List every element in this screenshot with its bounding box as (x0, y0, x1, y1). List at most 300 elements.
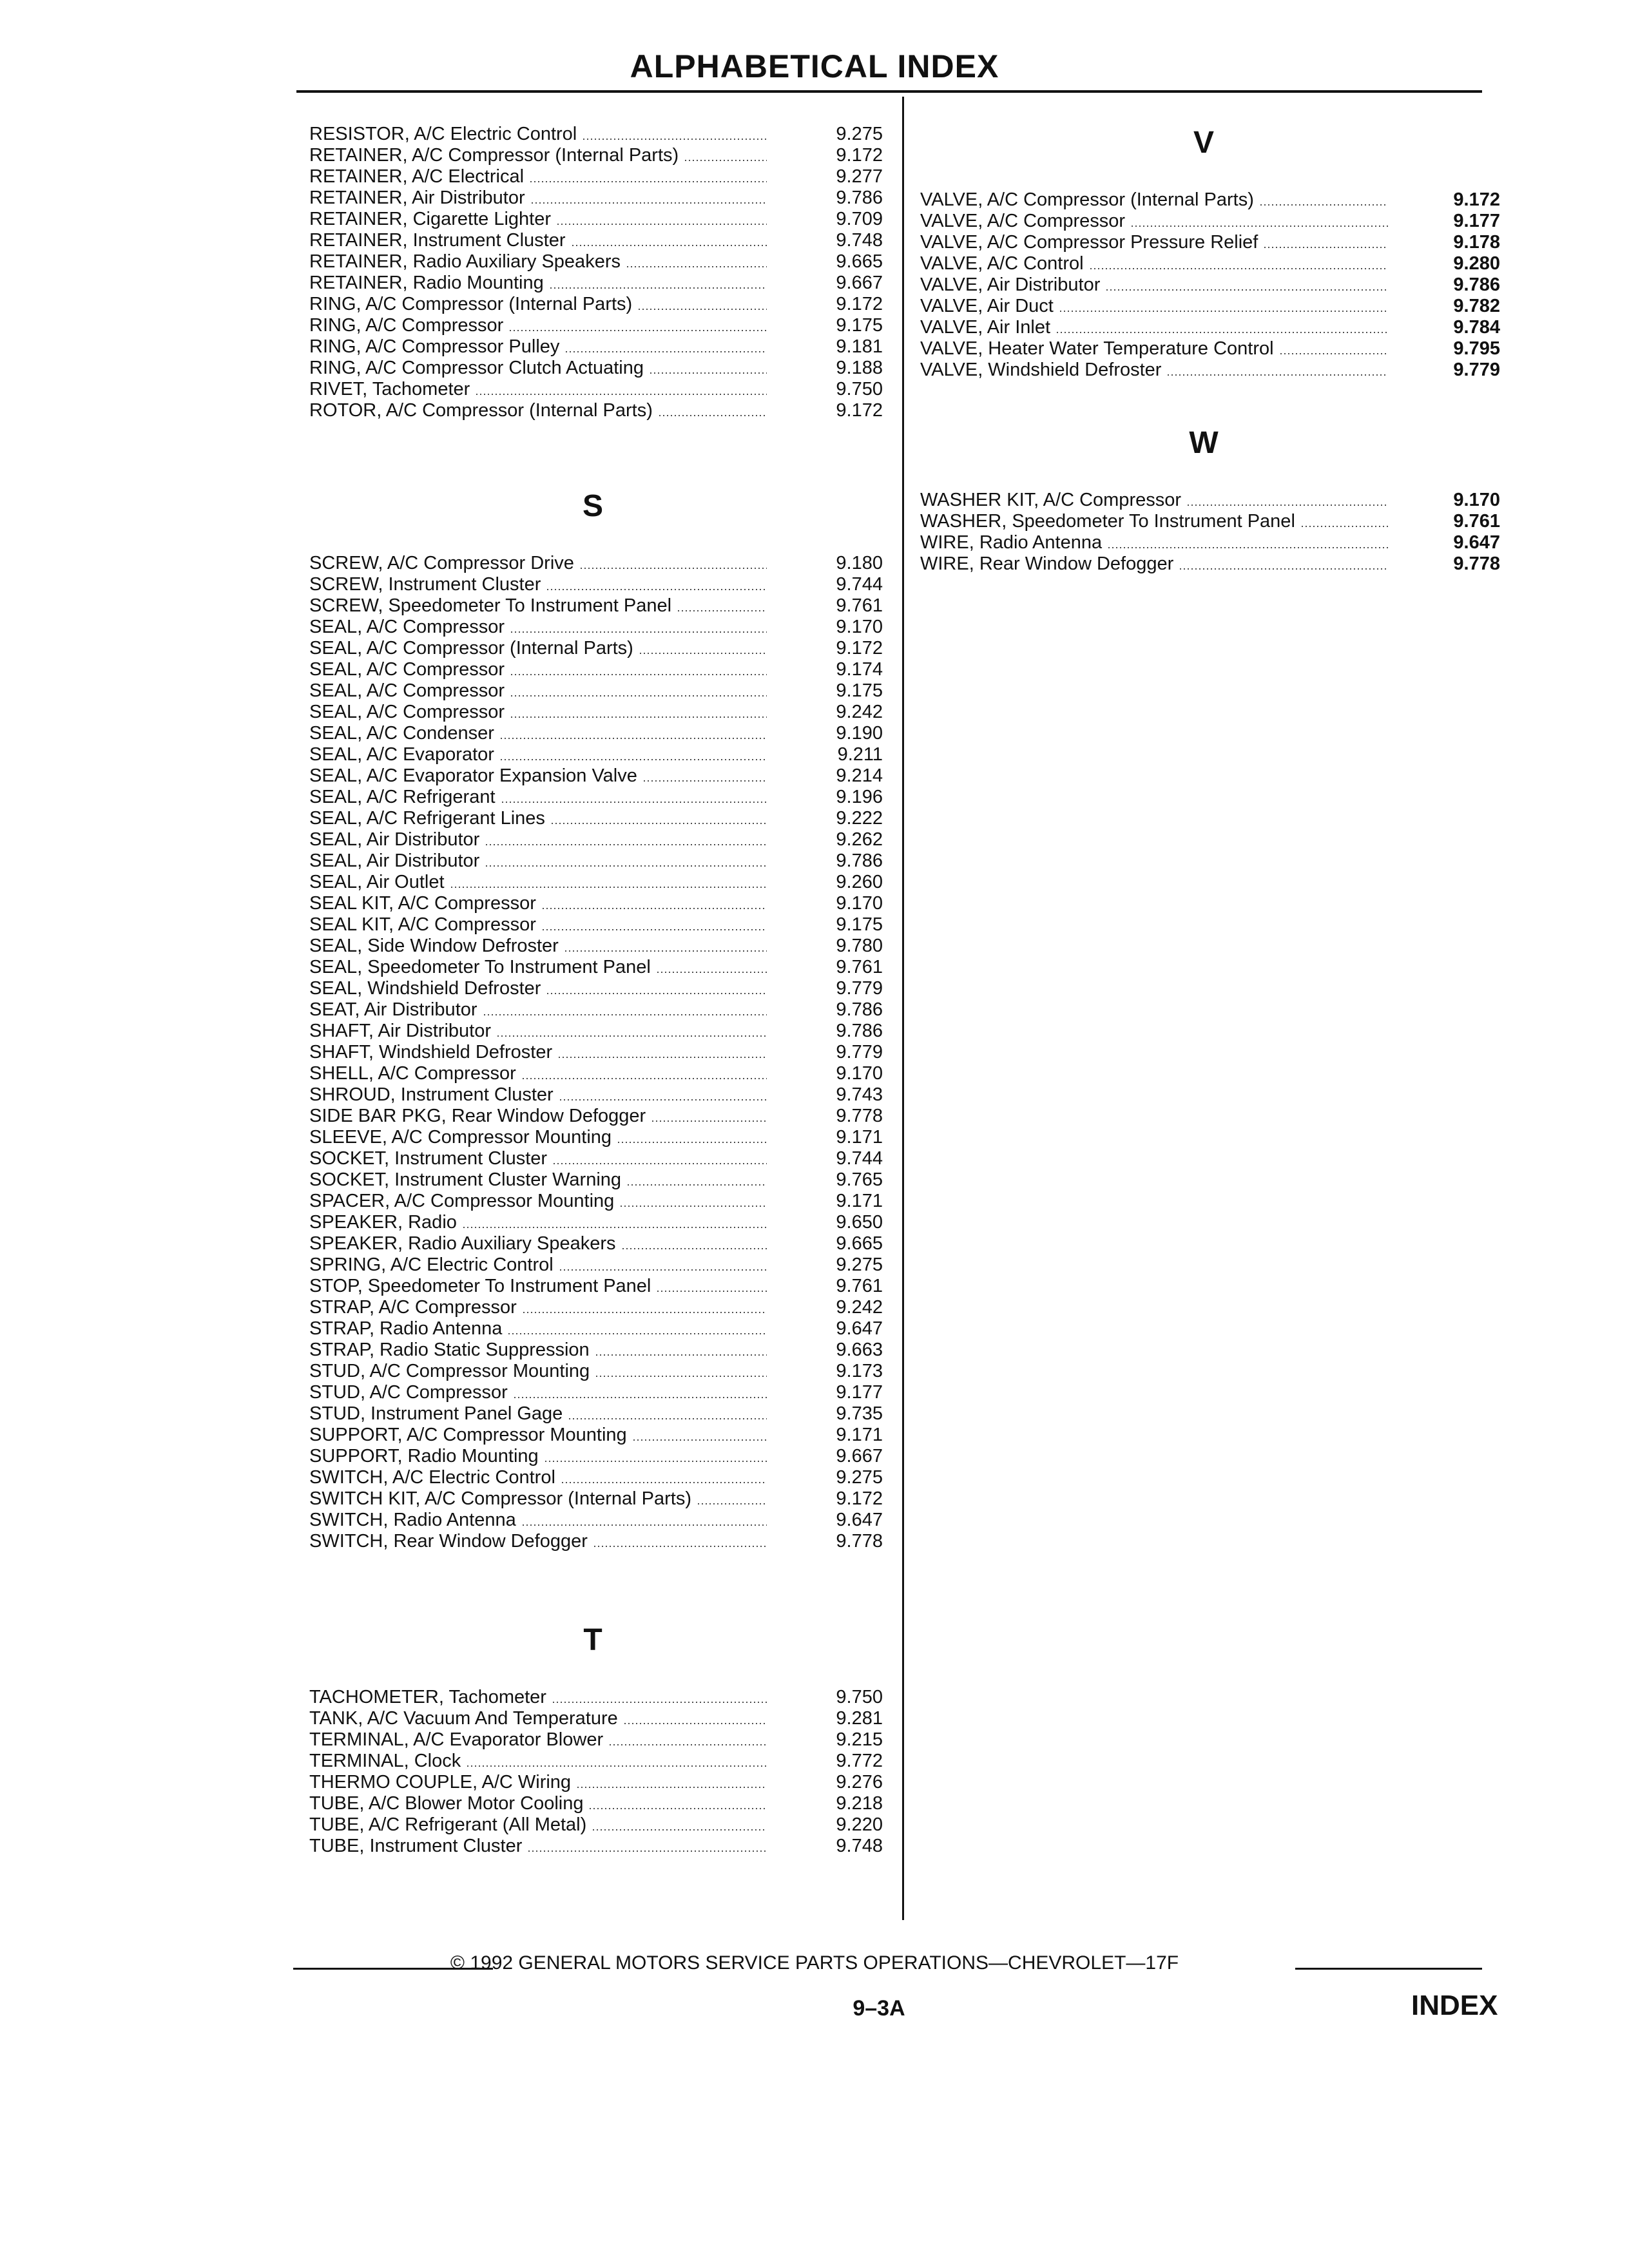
entry-page: 9.778 (1453, 553, 1500, 574)
entry-page: 9.744 (836, 1148, 883, 1169)
entry-page: 9.743 (836, 1084, 883, 1105)
index-entry (309, 1467, 889, 1488)
index-entry (309, 379, 889, 400)
dot-leader (642, 780, 767, 782)
dot-leader (513, 1397, 767, 1398)
entry-name: WASHER, Speedometer To Instrument Panel (920, 511, 1295, 532)
entry-page: 9.750 (836, 379, 883, 399)
index-entry (309, 400, 889, 421)
entry-page: 9.175 (836, 315, 883, 336)
entry-page: 9.218 (836, 1793, 883, 1814)
dot-leader (651, 1120, 767, 1122)
dot-leader (656, 972, 767, 973)
entry-page: 9.172 (1453, 189, 1500, 210)
section-letter: W (1189, 426, 1219, 460)
entry-name: SHAFT, Air Distributor (309, 1021, 491, 1041)
entry-page: 9.761 (1453, 511, 1500, 532)
entry-page: 9.779 (836, 1042, 883, 1062)
dot-leader (593, 1546, 767, 1547)
entry-name: SPEAKER, Radio Auxiliary Speakers (309, 1233, 616, 1254)
index-entry (309, 1751, 889, 1772)
entry-page: 9.220 (836, 1814, 883, 1835)
dot-leader (1263, 247, 1388, 248)
dot-leader (521, 1078, 767, 1079)
entry-page: 9.665 (836, 251, 883, 272)
entry-name: VALVE, A/C Compressor (920, 211, 1126, 231)
entry-page: 9.761 (836, 595, 883, 616)
entry-name: VALVE, A/C Compressor Pressure Relief (920, 232, 1258, 253)
entry-page: 9.663 (836, 1340, 883, 1360)
entry-page: 9.172 (836, 1488, 883, 1509)
entry-name: VALVE, Air Inlet (920, 317, 1051, 338)
entry-name: VALVE, A/C Control (920, 253, 1084, 274)
entry-name: SPACER, A/C Compressor Mounting (309, 1191, 615, 1211)
entry-name: TUBE, A/C Blower Motor Cooling (309, 1793, 584, 1814)
entry-name: RIVET, Tachometer (309, 379, 470, 399)
dot-leader (1055, 332, 1388, 333)
index-entry (309, 1212, 889, 1233)
dot-leader (579, 568, 767, 569)
entry-name: SEAL, A/C Compressor (309, 617, 505, 637)
index-entry (309, 1382, 889, 1403)
entry-page: 9.275 (836, 1254, 883, 1275)
dot-leader (466, 1765, 767, 1767)
dot-leader (1105, 289, 1388, 291)
entry-page: 9.650 (836, 1212, 883, 1233)
index-entry (309, 1687, 889, 1708)
entry-name: STRAP, A/C Compressor (309, 1297, 517, 1318)
dot-leader (639, 653, 767, 654)
index-entry (309, 1340, 889, 1361)
entry-name: SEAL KIT, A/C Compressor (309, 914, 536, 935)
index-entry (309, 936, 889, 957)
index-entry (920, 232, 1500, 253)
index-entry (920, 553, 1500, 575)
entry-name: SOCKET, Instrument Cluster Warning (309, 1169, 622, 1190)
entry-name: SUPPORT, Radio Mounting (309, 1446, 539, 1466)
entry-name: STOP, Speedometer To Instrument Panel (309, 1276, 651, 1296)
dot-leader (510, 716, 767, 718)
entry-name: SOCKET, Instrument Cluster (309, 1148, 548, 1169)
footer-page-number: 9–3A (853, 1996, 905, 2021)
entry-page: 9.177 (1453, 211, 1500, 231)
index-entry (309, 574, 889, 595)
dot-leader (1259, 204, 1388, 206)
index-entry (309, 1531, 889, 1552)
index-entry (309, 595, 889, 617)
entry-page: 9.190 (836, 723, 883, 744)
entry-name: SEAL, Side Window Defroster (309, 936, 559, 956)
index-entry (309, 124, 889, 145)
index-entry (309, 251, 889, 273)
entry-name: SEAL, A/C Compressor (309, 680, 505, 701)
entry-page: 9.171 (836, 1425, 883, 1445)
index-entry (309, 1191, 889, 1212)
dot-leader (510, 695, 767, 697)
index-entry (309, 1042, 889, 1063)
dot-leader (462, 1227, 767, 1228)
dot-leader (592, 1829, 767, 1831)
entry-name: RESISTOR, A/C Electric Control (309, 124, 577, 144)
column-divider (902, 97, 904, 1920)
entry-name: RETAINER, Radio Auxiliary Speakers (309, 251, 621, 272)
entry-page: 9.180 (836, 553, 883, 573)
index-entry (920, 490, 1500, 511)
dot-leader (619, 1206, 767, 1207)
dot-leader (623, 1723, 767, 1724)
index-entry (309, 999, 889, 1021)
index-entry (309, 145, 889, 166)
dot-leader (588, 1808, 767, 1809)
entry-page: 9.174 (836, 659, 883, 680)
index-entry (309, 744, 889, 765)
index-entry (309, 978, 889, 999)
entry-name: VALVE, A/C Compressor (Internal Parts) (920, 189, 1254, 210)
index-entry (309, 680, 889, 702)
dot-leader (544, 1461, 767, 1462)
entry-page: 9.262 (836, 829, 883, 850)
entry-page: 9.214 (836, 765, 883, 786)
entry-page: 9.665 (836, 1233, 883, 1254)
entry-name: SEAL KIT, A/C Compressor (309, 893, 536, 914)
dot-leader (649, 372, 767, 374)
entry-page: 9.744 (836, 574, 883, 595)
entry-name: VALVE, Air Distributor (920, 274, 1101, 295)
index-entry (309, 1276, 889, 1297)
entry-name: SPEAKER, Radio (309, 1212, 457, 1233)
entry-page: 9.772 (836, 1751, 883, 1771)
dot-leader (1186, 505, 1388, 506)
index-entry (920, 211, 1500, 232)
entry-name: TANK, A/C Vacuum And Temperature (309, 1708, 618, 1729)
entry-name: SHROUD, Instrument Cluster (309, 1084, 554, 1105)
index-entry (309, 1488, 889, 1510)
entry-page: 9.795 (1453, 338, 1500, 359)
entry-name: VALVE, Heater Water Temperature Control (920, 338, 1274, 359)
entry-page: 9.765 (836, 1169, 883, 1190)
entry-page: 9.177 (836, 1382, 883, 1403)
entry-page: 9.748 (836, 230, 883, 251)
entry-page: 9.170 (836, 617, 883, 637)
dot-leader (507, 1333, 767, 1334)
index-entry (920, 360, 1500, 381)
entry-name: SEAL, Air Distributor (309, 829, 480, 850)
dot-leader (496, 1035, 767, 1037)
entry-name: SEAL, Air Distributor (309, 850, 480, 871)
dot-leader (485, 865, 767, 867)
entry-name: TERMINAL, Clock (309, 1751, 461, 1771)
index-entry (309, 1403, 889, 1425)
index-entry (309, 273, 889, 294)
index-entry (309, 1063, 889, 1084)
dot-leader (552, 1702, 767, 1703)
entry-page: 9.277 (836, 166, 883, 187)
index-entry (309, 1318, 889, 1340)
entry-name: SWITCH, Rear Window Defogger (309, 1531, 588, 1552)
entry-page: 9.173 (836, 1361, 883, 1381)
entry-name: SHELL, A/C Compressor (309, 1063, 516, 1084)
entry-page: 9.786 (836, 999, 883, 1020)
entry-page: 9.172 (836, 294, 883, 314)
index-entry (309, 294, 889, 315)
entry-page: 9.779 (836, 978, 883, 999)
index-entry (309, 1169, 889, 1191)
dot-leader (499, 759, 767, 760)
entry-name: RING, A/C Compressor (Internal Parts) (309, 294, 633, 314)
entry-name: RING, A/C Compressor Pulley (309, 336, 560, 357)
dot-leader (626, 1184, 767, 1186)
dot-leader (626, 266, 767, 267)
index-entry (309, 1297, 889, 1318)
entry-page: 9.242 (836, 1297, 883, 1318)
entry-name: VALVE, Windshield Defroster (920, 360, 1162, 380)
entry-name: STUD, A/C Compressor Mounting (309, 1361, 590, 1381)
entry-name: RETAINER, Cigarette Lighter (309, 209, 551, 229)
entry-page: 9.242 (836, 702, 883, 722)
index-entry (920, 296, 1500, 317)
entry-page: 9.778 (836, 1106, 883, 1126)
entry-name: WIRE, Radio Antenna (920, 532, 1103, 553)
entry-name: SUPPORT, A/C Compressor Mounting (309, 1425, 627, 1445)
index-entry (920, 338, 1500, 360)
section-gap (309, 421, 889, 479)
index-entry (309, 829, 889, 850)
index-entry (309, 659, 889, 680)
index-entry (309, 553, 889, 574)
entry-page: 9.281 (836, 1708, 883, 1729)
index-entry (309, 1233, 889, 1254)
dot-leader (483, 1014, 767, 1015)
section-gap (309, 1552, 889, 1613)
dot-leader (658, 415, 767, 416)
dot-leader (677, 610, 767, 611)
dot-leader (576, 1787, 767, 1788)
entry-page: 9.780 (836, 936, 883, 956)
entry-name: SEAL, Speedometer To Instrument Panel (309, 957, 651, 977)
section-letter: T (583, 1623, 602, 1657)
index-entry (309, 914, 889, 936)
index-entry (309, 850, 889, 872)
entry-name: RETAINER, Air Distributor (309, 187, 525, 208)
dot-leader (529, 181, 767, 182)
dot-leader (564, 351, 767, 352)
index-entry (309, 1793, 889, 1814)
dot-leader (684, 160, 767, 161)
entry-page: 9.170 (1453, 490, 1500, 510)
dot-leader (450, 887, 767, 888)
dot-leader (522, 1312, 767, 1313)
dot-leader (632, 1439, 767, 1441)
index-entry (309, 336, 889, 358)
entry-name: RETAINER, A/C Electrical (309, 166, 525, 187)
index-entry (309, 808, 889, 829)
index-entry (309, 723, 889, 744)
entry-name: THERMO COUPLE, A/C Wiring (309, 1772, 572, 1792)
entry-page: 9.280 (1453, 253, 1500, 274)
entry-name: SEAL, A/C Refrigerant (309, 787, 496, 807)
entry-name: ROTOR, A/C Compressor (Internal Parts) (309, 400, 653, 421)
index-entry (309, 1106, 889, 1127)
dot-leader (1179, 568, 1388, 570)
entry-name: SCREW, Instrument Cluster (309, 574, 541, 595)
entry-page: 9.778 (836, 1531, 883, 1552)
dot-leader (501, 802, 767, 803)
index-entry (309, 1836, 889, 1857)
index-entry (309, 1084, 889, 1106)
entry-page: 9.750 (836, 1687, 883, 1707)
title-rule (296, 90, 1482, 93)
dot-leader (1059, 311, 1388, 312)
dot-leader (621, 1248, 767, 1249)
entry-name: SLEEVE, A/C Compressor Mounting (309, 1127, 612, 1148)
index-entry (309, 638, 889, 659)
entry-page: 9.709 (836, 209, 883, 229)
entry-name: STUD, Instrument Panel Gage (309, 1403, 563, 1424)
dot-leader (561, 1482, 767, 1483)
index-entry (309, 617, 889, 638)
dot-leader (1300, 526, 1388, 527)
dot-leader (530, 202, 767, 204)
entry-page: 9.275 (836, 124, 883, 144)
dot-leader (541, 908, 767, 909)
entry-page: 9.647 (836, 1510, 883, 1530)
entry-name: STUD, A/C Compressor (309, 1382, 508, 1403)
dot-leader (556, 224, 767, 225)
entry-name: RETAINER, A/C Compressor (Internal Parts) (309, 145, 679, 166)
entry-name: TACHOMETER, Tachometer (309, 1687, 546, 1707)
entry-page: 9.647 (1453, 532, 1500, 553)
entry-page: 9.761 (836, 1276, 883, 1296)
index-entry (309, 765, 889, 787)
index-entry (309, 1708, 889, 1729)
entry-name: SEAL, A/C Evaporator Expansion Valve (309, 765, 637, 786)
dot-leader (1130, 226, 1388, 227)
dot-leader (1107, 547, 1388, 548)
dot-leader (550, 823, 767, 824)
index-entry (309, 209, 889, 230)
footer-section-label: INDEX (1411, 1990, 1498, 2021)
entry-page: 9.735 (836, 1403, 883, 1424)
entry-name: VALVE, Air Duct (920, 296, 1054, 316)
dot-leader (697, 1503, 767, 1504)
index-entry (309, 872, 889, 893)
section-letter: S (582, 489, 603, 523)
entry-name: SWITCH, Radio Antenna (309, 1510, 516, 1530)
entry-page: 9.188 (836, 358, 883, 378)
dot-leader (521, 1524, 767, 1526)
index-entry (309, 1772, 889, 1793)
index-entry (309, 787, 889, 808)
entry-page: 9.175 (836, 680, 883, 701)
index-entry (309, 1510, 889, 1531)
dot-leader (546, 993, 767, 994)
index-entry (920, 274, 1500, 296)
dot-leader (485, 844, 767, 845)
entry-name: SEAL, A/C Evaporator (309, 744, 494, 765)
dot-leader (559, 1099, 767, 1100)
entry-page: 9.761 (836, 957, 883, 977)
entry-name: SCREW, A/C Compressor Drive (309, 553, 574, 573)
entry-name: TUBE, Instrument Cluster (309, 1836, 523, 1856)
dot-leader (559, 1269, 767, 1271)
index-entry (920, 189, 1500, 211)
entry-name: SEAL, A/C Compressor (309, 702, 505, 722)
page-title: ALPHABETICAL INDEX (630, 48, 999, 84)
dot-leader (510, 674, 767, 675)
index-entry (309, 1814, 889, 1836)
entry-name: TUBE, A/C Refrigerant (All Metal) (309, 1814, 587, 1835)
entry-page: 9.782 (1453, 296, 1500, 316)
entry-page: 9.175 (836, 914, 883, 935)
index-entry (309, 1729, 889, 1751)
dot-leader (499, 738, 767, 739)
index-entry (309, 1361, 889, 1382)
index-entry (309, 358, 889, 379)
entry-page: 9.222 (836, 808, 883, 829)
entry-name: SPRING, A/C Electric Control (309, 1254, 554, 1275)
dot-leader (1279, 353, 1388, 354)
entry-name: SWITCH, A/C Electric Control (309, 1467, 555, 1488)
entry-page: 9.178 (1453, 232, 1500, 253)
dot-leader (617, 1142, 767, 1143)
section-gap (920, 381, 1500, 416)
section-letter: V (1193, 126, 1214, 160)
entry-page: 9.172 (836, 638, 883, 658)
entry-name: SEAL, Air Outlet (309, 872, 445, 892)
entry-name: SHAFT, Windshield Defroster (309, 1042, 553, 1062)
entry-name: RETAINER, Radio Mounting (309, 273, 544, 293)
dot-leader (1089, 268, 1388, 269)
index-entry (309, 702, 889, 723)
dot-leader (527, 1850, 767, 1852)
entry-page: 9.170 (836, 893, 883, 914)
entry-page: 9.172 (836, 400, 883, 421)
entry-page: 9.215 (836, 1729, 883, 1750)
entry-page: 9.172 (836, 145, 883, 166)
footer-copyright: © 1992 GENERAL MOTORS SERVICE PARTS OPERATIONS—CHEVROLET—17F (450, 1952, 1179, 1974)
entry-page: 9.779 (1453, 360, 1500, 380)
entry-name: RING, A/C Compressor (309, 315, 504, 336)
entry-page: 9.260 (836, 872, 883, 892)
dot-leader (571, 245, 767, 246)
entry-page: 9.786 (836, 850, 883, 871)
left-column (309, 124, 889, 1857)
entry-name: SCREW, Speedometer To Instrument Panel (309, 595, 672, 616)
dot-leader (564, 950, 767, 952)
index-entry (309, 166, 889, 187)
dot-leader (595, 1354, 767, 1356)
entry-name: SEAL, A/C Compressor (309, 659, 505, 680)
entry-page: 9.211 (837, 744, 883, 765)
dot-leader (568, 1418, 767, 1419)
entry-page: 9.667 (836, 1446, 883, 1466)
dot-leader (541, 929, 767, 930)
entry-page: 9.786 (836, 187, 883, 208)
dot-leader (552, 1163, 767, 1164)
entry-name: SEAL, A/C Refrigerant Lines (309, 808, 545, 829)
entry-name: TERMINAL, A/C Evaporator Blower (309, 1729, 604, 1750)
index-entry (920, 253, 1500, 274)
entry-name: STRAP, Radio Antenna (309, 1318, 503, 1339)
index-entry (309, 957, 889, 978)
index-entry (309, 1148, 889, 1169)
entry-name: WIRE, Rear Window Defogger (920, 553, 1174, 574)
entry-page: 9.196 (836, 787, 883, 807)
index-entry (309, 1254, 889, 1276)
dot-leader (608, 1744, 767, 1745)
index-entry (309, 1446, 889, 1467)
dot-leader (637, 309, 767, 310)
